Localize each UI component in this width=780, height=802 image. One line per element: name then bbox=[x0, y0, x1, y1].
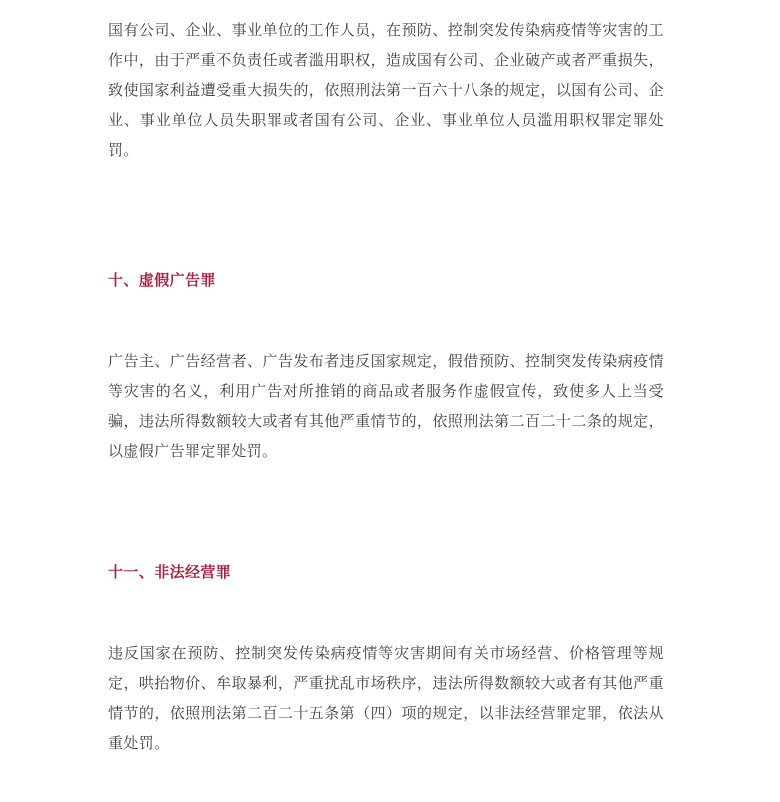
paragraph-illegal-business: 违反国家在预防、控制突发传染病疫情等灾害期间有关市场经营、价格管理等规定，哄抬物价、牟取暴利，严重扰乱市场秩序，违法所得数额较大或者有其他严重情节的，依照刑法第二百二十五条第（四）项的规定，以非法经营罪定罪，依法从重处罚。 bbox=[108, 644, 664, 752]
paragraph-officials-dereliction: 国有公司、企业、事业单位的工作人员，在预防、控制突发传染病疫情等灾害的工作中，由于严重不负责任或者滥用职权，造成国有公司、企业破产或者严重损失，致使国家利益遭受重大损失的，依照刑法第一百六十八条的规定，以国有公司、企业、事业单位人员失职罪或者国有公司、企业、事业单位人员滥用职权罪定罪处罚。 bbox=[108, 21, 664, 159]
section-heading-false-advertising: 十、虚假广告罪 bbox=[108, 271, 216, 289]
section-heading-illegal-business: 十一、非法经营罪 bbox=[108, 563, 232, 581]
paragraph-false-advertising: 广告主、广告经营者、广告发布者违反国家规定，假借预防、控制突发传染病疫情等灾害的名义，利用广告对所推销的商品或者服务作虚假宣传，致使多人上当受骗，违法所得数额较大或者有其他严重情节的，依照刑法第二百二十二条的规定，以虚假广告罪定罪处罚。 bbox=[108, 352, 664, 460]
